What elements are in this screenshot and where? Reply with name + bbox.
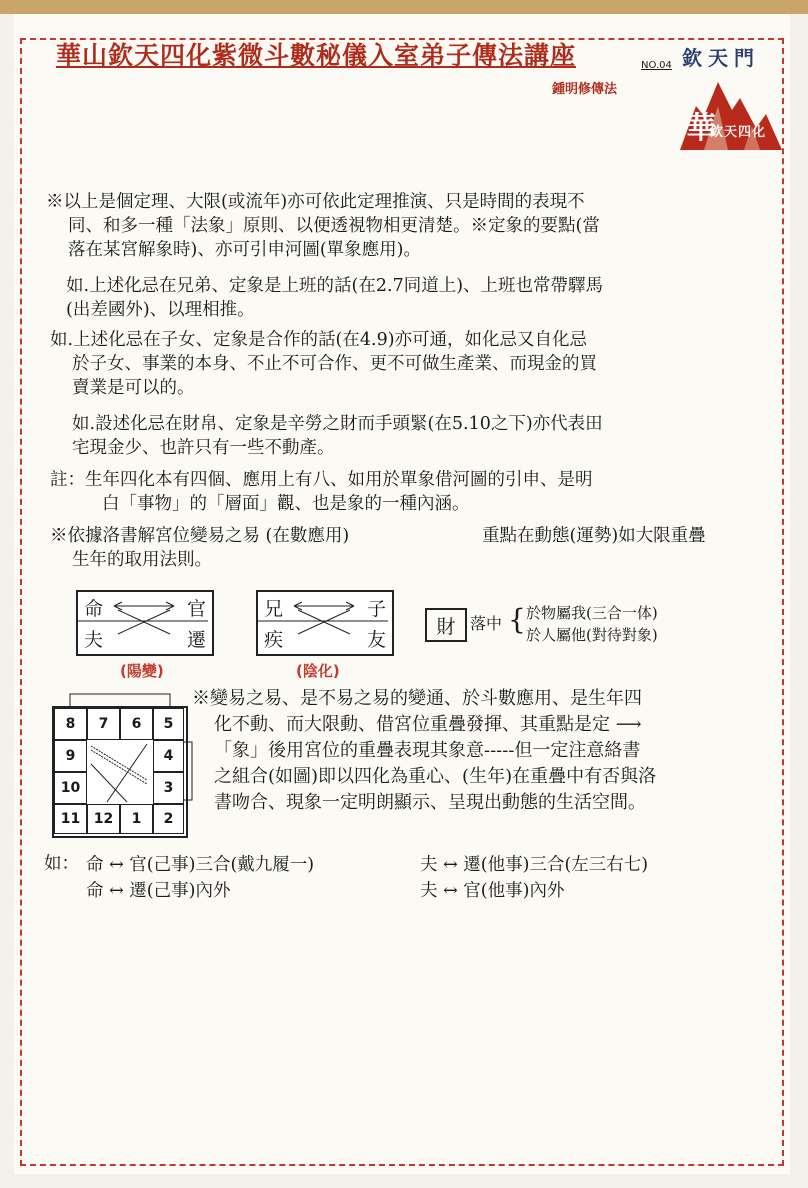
text-line: 化不動、而大限動、借宮位重疊發揮、其重點是定 ⟶ bbox=[214, 714, 642, 735]
paragraph-2 bbox=[66, 274, 603, 322]
paragraph-1 bbox=[46, 190, 600, 262]
yin-label: (陰化) bbox=[296, 662, 340, 680]
text-line: 夫 ↔ 官(他事)內外 bbox=[420, 881, 565, 901]
text-line: 註：生年四化本有四個、應用上有八、如用於單象借河圖的引申、是明 bbox=[50, 470, 593, 490]
text-line: 之組合(如圖)即以四化為重心、(生年)在重疊中有否與洛 bbox=[214, 766, 657, 787]
palace-cell: 兄 bbox=[264, 598, 284, 620]
text-line: 夫 ↔ 遷(他事)三合(左三右七) bbox=[420, 855, 649, 875]
paragraph-6 bbox=[192, 686, 656, 816]
text-line: 命 ↔ 遷(己事)內外 bbox=[86, 881, 231, 901]
yang-label: (陽變) bbox=[120, 662, 164, 680]
palace-cell: 友 bbox=[366, 629, 386, 651]
palace-cell: 疾 bbox=[264, 629, 284, 651]
palace-cell: 官 bbox=[186, 598, 206, 620]
paragraph-5 bbox=[50, 524, 349, 572]
wealth-box: 財 bbox=[425, 608, 467, 642]
text-line: 落在某宮解象時)、亦可引申河圖(單象應用)。 bbox=[68, 240, 421, 260]
text-line: 同、和多一種「法象」原則、以便透視物相更清楚。※定象的要點(當 bbox=[68, 216, 600, 236]
text-line: 生年的取用法則。 bbox=[72, 550, 212, 570]
text-line: 於子女、事業的本身、不止不可合作、更不可做生產業、而現金的買 bbox=[72, 354, 597, 374]
palace-cell: 子 bbox=[366, 598, 386, 620]
author-label: 鍾明修傳法 bbox=[552, 82, 618, 97]
grid-cell: 12 bbox=[87, 804, 120, 834]
grid-cell: 1 bbox=[120, 804, 153, 834]
logo-text: 欽天四化 bbox=[710, 125, 767, 140]
text-line: 於物屬我(三合一体) bbox=[526, 604, 658, 622]
yin-diagram bbox=[256, 590, 394, 656]
luoshu-grid bbox=[52, 706, 188, 838]
grid-cell: 9 bbox=[54, 740, 87, 772]
text-line: 賣業是可以的。 bbox=[72, 378, 195, 398]
examples-prefix: 如： bbox=[44, 854, 79, 874]
bracket-icon bbox=[66, 690, 176, 708]
text-line: 於人屬他(對待對象) bbox=[526, 626, 658, 644]
paragraph-4 bbox=[72, 412, 603, 460]
text-line: 命 ↔ 官(己事)三合(戴九履一) bbox=[86, 855, 315, 875]
diagonal-lines-icon bbox=[87, 740, 153, 804]
examples-left bbox=[86, 852, 314, 904]
text-line: 書吻合、現象一定明朗顯示、呈現出動態的生活空間。 bbox=[214, 792, 646, 813]
grid-cell: 4 bbox=[153, 740, 184, 772]
examples-right bbox=[420, 852, 648, 904]
brace-icon: { bbox=[508, 603, 526, 636]
palace-cell: 遷 bbox=[186, 629, 206, 651]
page-title: 華山欽天四化紫微斗數秘儀入室弟子傳法講座 bbox=[56, 41, 577, 70]
wealth-mid: 落中 bbox=[470, 614, 503, 633]
text-line: 白「事物」的「層面」觀、也是象的一種內涵。 bbox=[102, 494, 470, 514]
text-line: 如.上述化忌在子女、定象是合作的話(在4.9)亦可通，如化忌又自化忌 bbox=[50, 330, 588, 350]
grid-cell: 8 bbox=[54, 708, 87, 740]
text-line: 「象」後用宮位的重疊表現其象意-----但一定注意絡書 bbox=[214, 740, 641, 761]
cross-arrows-icon bbox=[78, 592, 208, 650]
logo-character: 華 bbox=[686, 111, 716, 146]
text-line: (出差國外)、以理相推。 bbox=[66, 300, 255, 320]
grid-cell: 2 bbox=[153, 804, 184, 834]
text-line: ※依據洛書解宮位變易之易 (在數應用) bbox=[50, 526, 350, 546]
brand-name: 欽天門 bbox=[682, 46, 760, 70]
grid-cell: 7 bbox=[87, 708, 120, 740]
grid-cell: 11 bbox=[54, 804, 87, 834]
text-line: 如.上述化忌在兄弟、定象是上班的話(在2.7同道上)、上班也常帶驛馬 bbox=[66, 276, 604, 296]
yang-diagram bbox=[76, 590, 214, 656]
grid-cell: 10 bbox=[54, 772, 87, 804]
text-line: 如.設述化忌在財帛、定象是辛勞之財而手頭緊(在5.10之下)亦代表田 bbox=[72, 414, 603, 434]
cross-arrows-icon bbox=[258, 592, 388, 650]
note-paragraph bbox=[50, 468, 593, 516]
issue-number: NO.04 bbox=[641, 60, 672, 71]
paragraph-5-emphasis: 重點在動態(運勢)如大限重疊 bbox=[482, 526, 706, 546]
grid-cell: 3 bbox=[153, 772, 184, 804]
grid-cell: 6 bbox=[120, 708, 153, 740]
paragraph-3 bbox=[50, 328, 597, 400]
mountain-logo-icon bbox=[674, 76, 786, 152]
wealth-lines bbox=[526, 602, 658, 646]
text-line: ※以上是個定理、大限(或流年)亦可依此定理推演、只是時間的表現不 bbox=[46, 192, 585, 212]
top-edge bbox=[0, 0, 808, 14]
grid-cell: 5 bbox=[153, 708, 184, 740]
text-line: 宅現金少、也許只有一些不動產。 bbox=[72, 438, 335, 458]
palace-cell: 夫 bbox=[84, 629, 104, 651]
text-line: ※變易之易、是不易之易的變通、於斗數應用、是生年四 bbox=[192, 688, 642, 709]
palace-cell: 命 bbox=[84, 598, 104, 620]
